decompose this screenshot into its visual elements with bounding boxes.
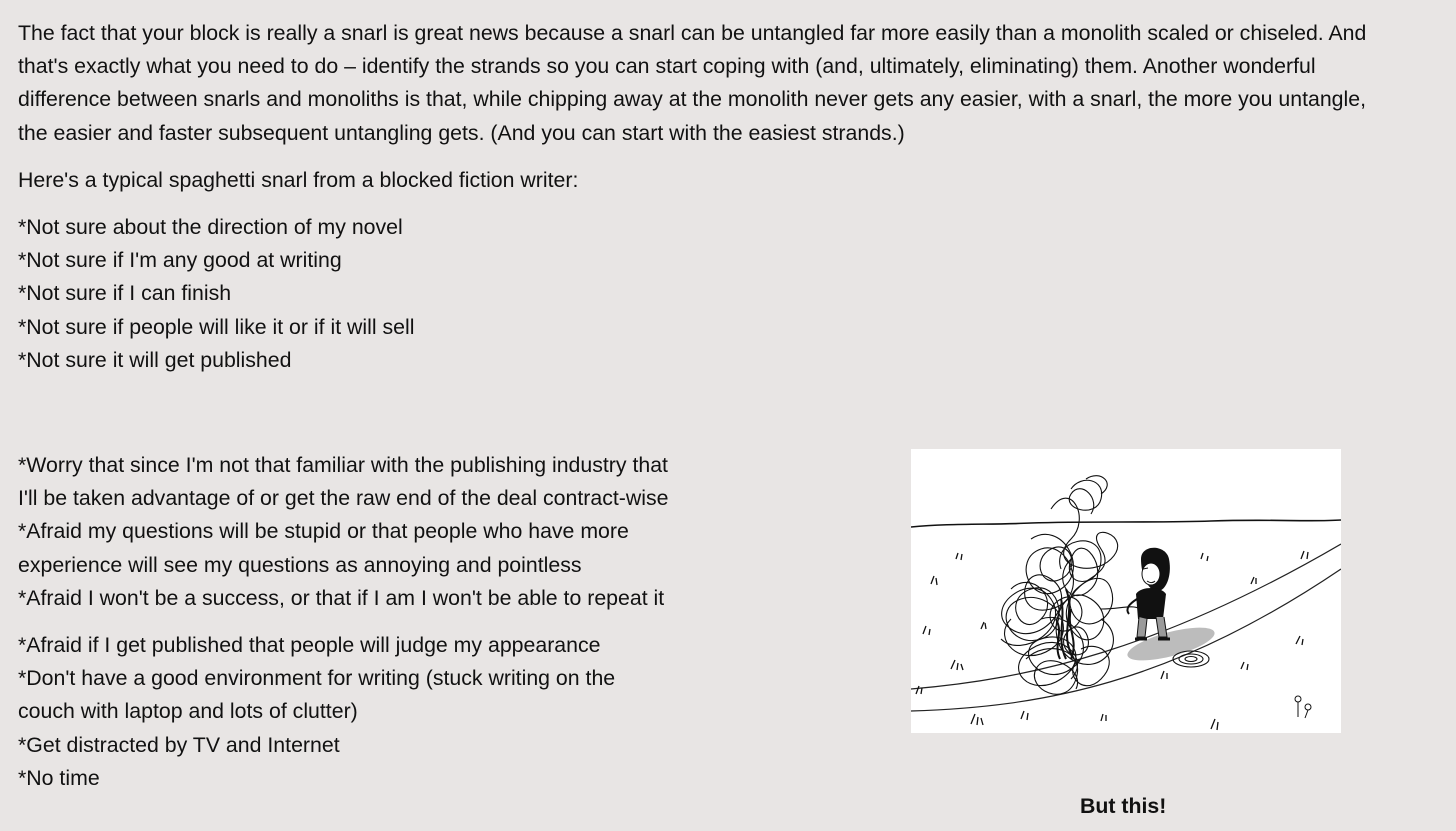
path-edge-top [911,544,1341,689]
strand-line [1101,607,1141,609]
snarl-list-worries [18,449,668,615]
list-item: experience will see my questions as annoying and pointless [18,552,582,577]
snarl-list-uncertainties [18,211,415,377]
snarl-tangle [1001,476,1118,695]
list-item: *Not sure if I can finish [18,281,232,306]
horizon-line [911,520,1341,527]
list-item: *Get distracted by TV and Internet [18,732,340,757]
snarl-list-environment [18,629,615,795]
intro-line-1: The fact that your block is really a snarl is great news because a snarl can be untangled far more easily than a monolith scaled or chiseled. And [18,21,1367,45]
list-item: *Afraid if I get published that people will judge my appearance [18,633,601,657]
intro-line-2: that's exactly what you need to do – identify the strands so you can start coping with (and, ultimately, eliminating) them. Another wonderful [18,54,1316,79]
intro-line-4: the easier and faster subsequent untangling gets. (And you can start with the easiest strands.) [18,120,905,145]
coiled-strand [1173,651,1209,667]
intro-line-3: difference between snarls and monoliths is that, while chipping away at the monolith never gets any easier, with a snarl, the more you untangle, [18,87,1367,112]
writer-character [1127,548,1170,639]
list-item: *Afraid my questions will be stupid or that people who have more [18,519,629,544]
list-item: *Not sure if I'm any good at writing [18,248,342,273]
snarl-intro-sentence: Here's a typical spaghetti snarl from a blocked fiction writer: [18,168,579,192]
snarl-cartoon-drawing [911,449,1341,733]
list-item: *Not sure it will get published [18,347,292,372]
figure-caption: But this! [1080,794,1167,818]
list-item: *Worry that since I'm not that familiar with the publishing industry that [18,453,668,477]
flower-icon [1295,696,1311,718]
list-item: *No time [18,765,100,790]
list-item: *Don't have a good environment for writing (stuck writing on the [18,666,616,691]
snarl-illustration [911,449,1341,733]
list-item: *Not sure if people will like it or if it will sell [18,314,415,339]
list-item: couch with laptop and lots of clutter) [18,699,358,724]
grass-tufts [916,551,1308,730]
list-item: *Afraid I won't be a success, or that if I am I won't be able to repeat it [18,585,665,610]
path-edge-bottom [911,569,1341,711]
list-item: I'll be taken advantage of or get the raw end of the deal contract-wise [18,486,669,511]
intro-paragraph [18,17,1366,150]
list-item: *Not sure about the direction of my novel [18,215,403,239]
